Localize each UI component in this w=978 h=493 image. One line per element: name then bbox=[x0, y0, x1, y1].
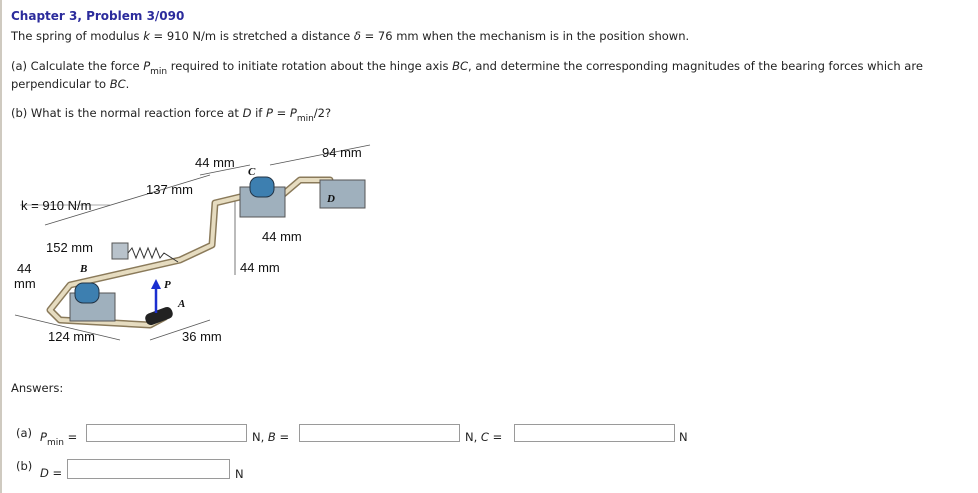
label-c: C bbox=[248, 166, 256, 178]
part-a-question-cont: perpendicular to BC. bbox=[11, 77, 130, 91]
d-force-input[interactable] bbox=[67, 459, 230, 479]
bearing-c bbox=[250, 177, 274, 197]
dim-36mm: 36 mm bbox=[182, 329, 222, 344]
label-b: B bbox=[80, 263, 88, 275]
b-force-input[interactable] bbox=[299, 424, 460, 442]
dim-152mm: 152 mm bbox=[46, 240, 93, 255]
dim-137mm: 137 mm bbox=[146, 182, 193, 197]
dim-44-left: 44 bbox=[17, 261, 32, 276]
label-p: P bbox=[164, 279, 171, 291]
spring-anchor bbox=[112, 243, 128, 259]
dim-mm-left: mm bbox=[14, 276, 36, 291]
c-label: N, C = bbox=[465, 430, 503, 444]
spring-modulus-label: k = 910 N/m bbox=[21, 198, 92, 213]
pmin-input[interactable] bbox=[86, 424, 247, 442]
unit-n: N bbox=[679, 430, 688, 444]
problem-title: Chapter 3, Problem 3/090 bbox=[11, 9, 185, 23]
dim-124mm: 124 mm bbox=[48, 329, 95, 344]
pmin-label: $P_{min}$ = bbox=[40, 430, 78, 448]
label-a: A bbox=[178, 298, 186, 310]
dim-44mm-c: 44 mm bbox=[262, 229, 302, 244]
part-a-label: (a) bbox=[16, 426, 33, 440]
dim-94mm: 94 mm bbox=[322, 145, 362, 160]
answers-heading: Answers: bbox=[11, 381, 64, 395]
unit-n-b: N bbox=[235, 467, 244, 481]
b-label: N, B = bbox=[252, 430, 290, 444]
d-label: D = bbox=[40, 466, 63, 480]
dim-44mm-right: 44 mm bbox=[240, 260, 280, 275]
part-a-question: (a) Calculate the force $P_{min}$ required to initiate rotation about the hinge axis BC, and determine the corresponding magnitudes of the bearing forces which are bbox=[11, 59, 923, 77]
statement-line: The spring of modulus k = 910 N/m is stretched a distance δ = 76 mm when the mechanism is in the position shown. bbox=[11, 29, 690, 43]
part-b-label: (b) bbox=[16, 459, 33, 473]
c-force-input[interactable] bbox=[514, 424, 675, 442]
mechanism-figure bbox=[0, 135, 380, 355]
label-d: D bbox=[327, 193, 335, 205]
part-b-question: (b) What is the normal reaction force at D if $P = P_{min}/2$? bbox=[11, 106, 332, 124]
dim-44mm-top: 44 mm bbox=[195, 155, 235, 170]
bearing-b bbox=[75, 283, 99, 303]
